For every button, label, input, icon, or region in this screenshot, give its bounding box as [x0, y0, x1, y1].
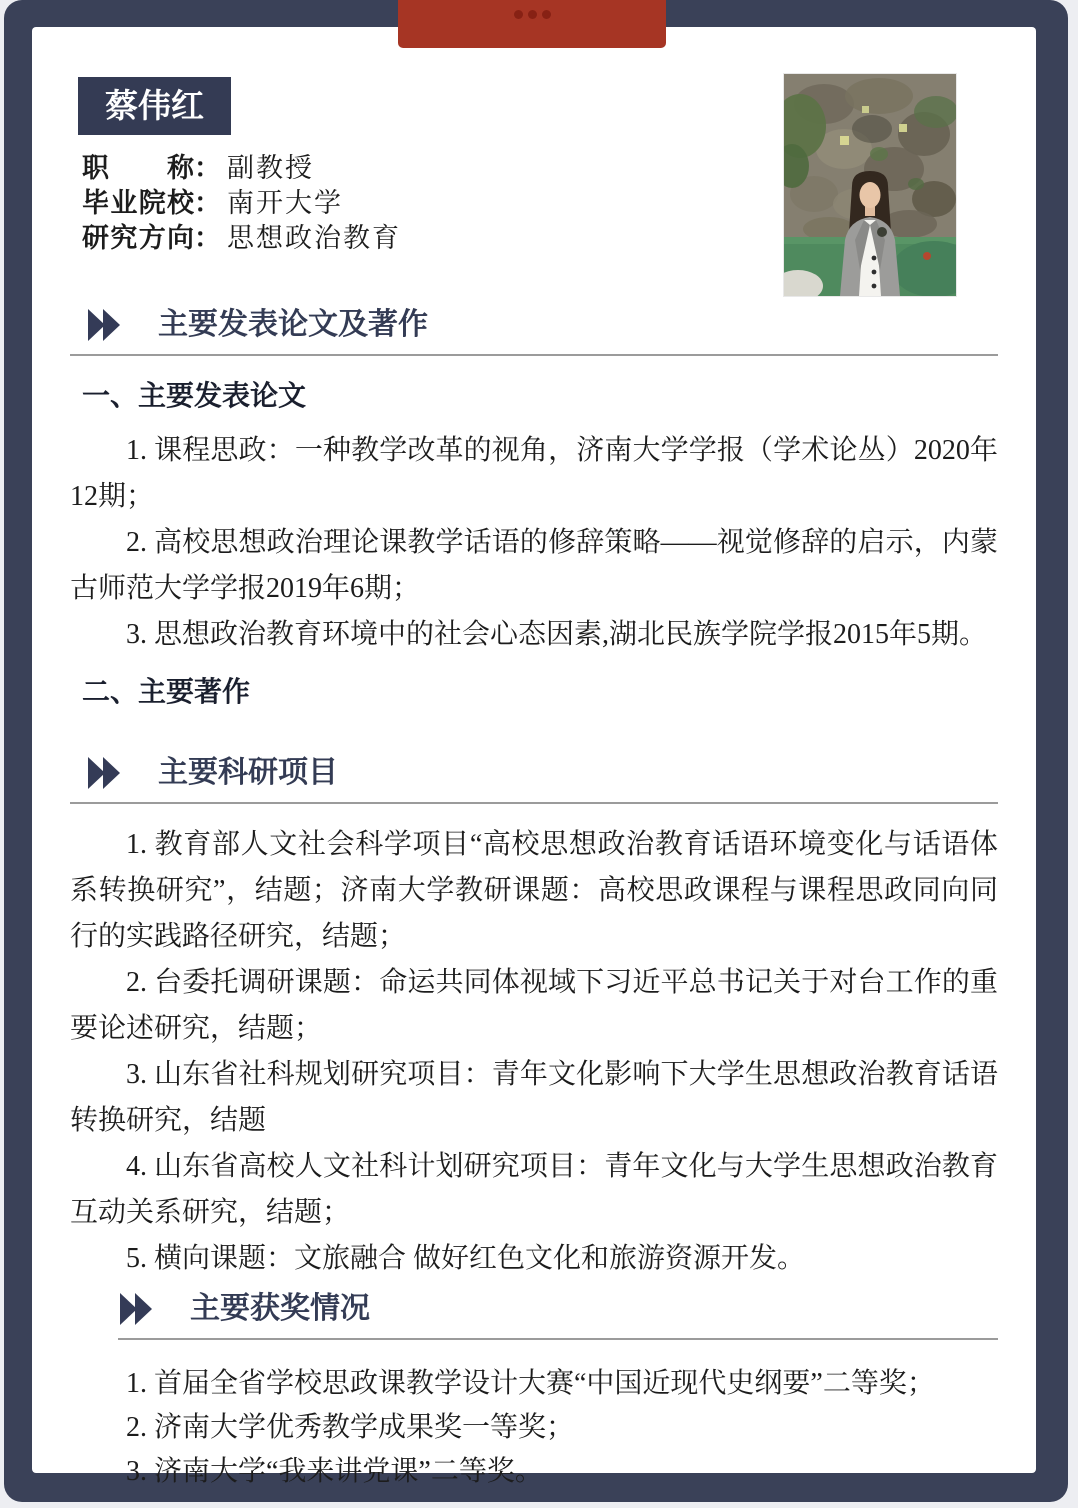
page-body — [32, 27, 1036, 1487]
section-header-awards — [120, 1290, 998, 1328]
section-header-publications — [88, 306, 998, 344]
field-label-research: 研究方向 — [82, 223, 195, 253]
field-value-research: 思想政治教育 — [227, 223, 402, 253]
portrait-photo — [784, 74, 956, 296]
section-title: 主要获奖情况 — [190, 1292, 370, 1325]
name-badge — [78, 77, 231, 135]
paper-item: 1. 课程思政：一种教学改革的视角，济南大学学报（学术论丛）2020年12期； — [70, 435, 998, 512]
paper-item: 2. 高校思想政治理论课教学话语的修辞策略——视觉修辞的启示，内蒙古师范大学学报2019年6期； — [70, 527, 998, 604]
subsection-books-heading: 二、主要著作 — [82, 676, 251, 707]
subsection-papers-heading: 一、主要发表论文 — [82, 380, 307, 411]
projects-list — [70, 822, 998, 1282]
field-label-school: 毕业院校 — [82, 188, 195, 218]
portrait-photo-art — [784, 74, 956, 296]
award-item: 2. 济南大学优秀教学成果奖一等奖； — [126, 1412, 575, 1443]
project-item: 2. 台委托调研课题：命运共同体视域下习近平总书记关于对台工作的重要论述研究，结题； — [70, 967, 998, 1044]
colon: ： — [194, 188, 222, 218]
project-item: 4. 山东省高校人文社科计划研究项目：青年文化与大学生思想政治教育互动关系研究，结题； — [70, 1151, 998, 1228]
project-item: 5. 横向课题：文旅融合 做好红色文化和旅游资源开发。 — [126, 1243, 806, 1274]
paper-item: 3. 思想政治教育环境中的社会心态因素,湖北民族学院学报2015年5期。 — [126, 619, 988, 650]
field-value-title: 副教授 — [227, 153, 315, 183]
project-item: 1. 教育部人文社会科学项目“高校思想政治教育话语环境变化与话语体系转换研究”，结题；济南大学教研课题：高校思政课程与课程思政同向同行的实践路径研究，结题； — [70, 829, 998, 952]
ellipsis-dots-icon — [514, 10, 551, 19]
project-item: 3. 山东省社科规划研究项目：青年文化影响下大学生思想政治教育话语转换研究，结题 — [70, 1059, 998, 1136]
section-title: 主要科研项目 — [158, 756, 338, 789]
colon: ： — [194, 223, 222, 253]
top-bookmark-tab — [398, 0, 666, 48]
double-chevron-icon — [88, 309, 128, 341]
field-value-school: 南开大学 — [227, 188, 344, 218]
page-frame — [4, 0, 1068, 1502]
award-item: 3. 济南大学“我来讲党课”二等奖。 — [126, 1456, 543, 1487]
section-title: 主要发表论文及著作 — [158, 308, 428, 341]
section-header-projects — [88, 754, 998, 792]
person-name: 蔡伟红 — [105, 87, 204, 124]
double-chevron-icon — [88, 757, 128, 789]
double-chevron-icon — [120, 1293, 160, 1325]
section-divider — [70, 802, 998, 804]
section-divider — [118, 1338, 998, 1340]
content-area — [70, 27, 998, 1487]
awards-list — [70, 1362, 998, 1494]
award-item: 1. 首届全省学校思政课教学设计大赛“中国近现代史纲要”二等奖； — [126, 1368, 935, 1399]
section-divider — [70, 354, 998, 356]
colon: ： — [194, 153, 222, 183]
field-label-title: 职称 — [82, 153, 195, 183]
papers-list — [70, 428, 998, 658]
